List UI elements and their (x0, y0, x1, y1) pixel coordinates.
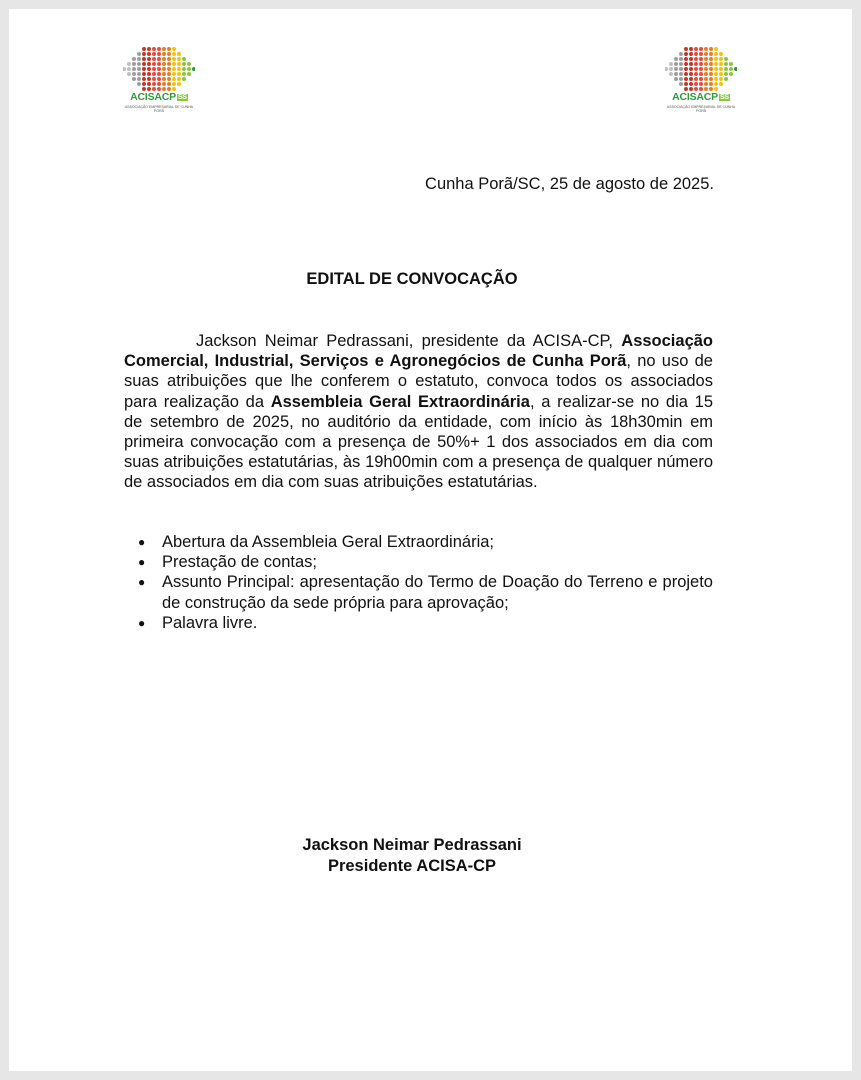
logo-dot (719, 62, 723, 66)
logo-dot (147, 47, 151, 51)
logo-dot (684, 52, 688, 56)
logo-dot (694, 52, 698, 56)
logo-dot (719, 57, 723, 61)
logo-dot (679, 67, 683, 71)
logo-dot (724, 57, 728, 61)
paragraph-text-2: , no uso de suas atribuições que lhe conferem o estatuto, convoca todos os associados para realização da (124, 352, 713, 411)
logo-dot (719, 72, 723, 76)
logo-dot (694, 82, 698, 86)
signature-block (9, 835, 815, 876)
logo-dot (142, 82, 146, 86)
logo-dot (137, 82, 141, 86)
logo-dot (729, 67, 733, 71)
logo-dot (729, 62, 733, 66)
logo-dot (709, 82, 713, 86)
logo-dot (162, 57, 166, 61)
logo-dot (684, 67, 688, 71)
logo-dot (729, 72, 733, 76)
logo-dot (694, 77, 698, 81)
logo-dot (689, 67, 693, 71)
logo-dot (684, 72, 688, 76)
association-name: Associação Comercial, Industrial, Serviços e Agronegócios de Cunha Porã (124, 332, 713, 371)
agenda-list (124, 532, 713, 633)
dot-diamond-icon (665, 47, 737, 91)
logo-dot (177, 72, 181, 76)
logo-dot (689, 52, 693, 56)
list-item: ● Palavra livre. (138, 613, 258, 632)
logo-dot (167, 62, 171, 66)
logo-dot (724, 62, 728, 66)
signatory-name: Jackson Neimar Pedrassani (302, 836, 522, 854)
logo-dot (123, 67, 126, 71)
logo-dot (172, 67, 176, 71)
logo-dot (147, 52, 151, 56)
logo-dot (137, 67, 141, 71)
logo-dot (669, 67, 673, 71)
logo-dot (674, 77, 678, 81)
logo-dot (132, 62, 136, 66)
logo-dot (157, 72, 161, 76)
logo-dot (719, 67, 723, 71)
logo-dot (132, 67, 136, 71)
logo-dot (127, 72, 131, 76)
logo-dot (152, 67, 156, 71)
logo-dot (679, 62, 683, 66)
logo-dot (674, 72, 678, 76)
logo-dot (689, 77, 693, 81)
bullet-icon: ● (138, 615, 146, 630)
bullet-icon: ● (138, 535, 146, 549)
logo-dot (162, 62, 166, 66)
logo-dot (137, 72, 141, 76)
logo-dot (172, 52, 176, 56)
logo-dot (699, 77, 703, 81)
logo-dot (167, 57, 171, 61)
logo-dot (704, 72, 708, 76)
logo-dot (684, 62, 688, 66)
logo-dot (162, 47, 166, 51)
logo-dot (699, 57, 703, 61)
logo-dot (709, 57, 713, 61)
logo-dot (172, 57, 176, 61)
logo-dot (704, 47, 708, 51)
logo-dot (167, 77, 171, 81)
logo-dot (157, 52, 161, 56)
acisacp-logo-left (123, 47, 195, 119)
logo-dot (714, 82, 718, 86)
logo-dot (142, 47, 146, 51)
logo-dot (187, 67, 191, 71)
logo-dot (172, 82, 176, 86)
logo-dot (704, 82, 708, 86)
logo-dot (182, 67, 186, 71)
logo-dot (709, 62, 713, 66)
logo-dot (182, 62, 186, 66)
acisacp-logo-right (665, 47, 737, 119)
paragraph-text-3: , a realizar-se no dia 15 de setembro de 2025, no auditório da entidade, com início às 18h30min em primeira convocação com a presença de 50%+ 1 dos associados em dia com suas atribuições estatutárias, às 19h00min com a presença de qualquer número de associados em dia com suas atribuições estatutárias. (124, 392, 713, 492)
signatory-role: Presidente ACISA-CP (327, 856, 497, 875)
logo-dot (132, 57, 136, 61)
logo-dot (147, 82, 151, 86)
logo-dot (167, 52, 171, 56)
logo-dot (704, 52, 708, 56)
logo-dot (182, 77, 186, 81)
logo-dot (167, 72, 171, 76)
logo-dot (734, 67, 737, 71)
logo-dot (689, 57, 693, 61)
logo-dot (724, 77, 728, 81)
logo-dot (694, 72, 698, 76)
list-item: ● Abertura da Assembleia Geral Extraordinária; (138, 533, 494, 551)
logo-dot (147, 67, 151, 71)
logo-dot (187, 72, 191, 76)
dot-diamond-icon (123, 47, 195, 91)
logo-dot (162, 52, 166, 56)
logo-dot (137, 77, 141, 81)
logo-dot (689, 72, 693, 76)
logo-dot (152, 72, 156, 76)
logo-dot (679, 77, 683, 81)
logo-dot (694, 67, 698, 71)
assembly-name: Assembleia Geral Extraordinária (270, 392, 530, 411)
logo-dot (689, 62, 693, 66)
logo-dot (724, 67, 728, 71)
logo-dot (127, 67, 131, 71)
logo-dot (709, 67, 713, 71)
logo-dot (142, 72, 146, 76)
logo-dot (152, 57, 156, 61)
logo-dot (709, 72, 713, 76)
logo-dot (177, 52, 181, 56)
logo-dot (684, 77, 688, 81)
logo-dot (714, 77, 718, 81)
logo-dot (679, 72, 683, 76)
logo-dot (162, 77, 166, 81)
logo-dot (709, 47, 713, 51)
logo-subtitle: ASSOCIAÇÃO EMPRESARIAL DE CUNHA PORÃ (124, 105, 194, 113)
logo-dot (719, 77, 723, 81)
logo-dot (167, 67, 171, 71)
logo-dot (724, 72, 728, 76)
logo-dot (699, 67, 703, 71)
list-item: ● Prestação de contas; (138, 553, 318, 572)
logo-dot (714, 67, 718, 71)
logo-dot (699, 52, 703, 56)
logo-dot (157, 47, 161, 51)
logo-dot (699, 82, 703, 86)
logo-dot (694, 57, 698, 61)
logo-dot (157, 67, 161, 71)
logo-subtitle: ASSOCIAÇÃO EMPRESARIAL DE CUNHA PORÃ (666, 105, 736, 113)
logo-dot (157, 57, 161, 61)
logo-dot (142, 77, 146, 81)
logo-dot (704, 62, 708, 66)
logo-dot (689, 82, 693, 86)
document-title: EDITAL DE CONVOCAÇÃO (306, 270, 518, 288)
logo-dot (714, 62, 718, 66)
logo-dot (679, 52, 683, 56)
logo-dot (709, 52, 713, 56)
logo-dot (714, 52, 718, 56)
logo-dot (679, 57, 683, 61)
logo-dot (694, 62, 698, 66)
logo-dot (719, 52, 723, 56)
convocation-paragraph (124, 331, 713, 493)
logo-dot (127, 62, 131, 66)
logo-dot (714, 57, 718, 61)
logo-dot (142, 52, 146, 56)
logo-dot (704, 67, 708, 71)
logo-dot (674, 67, 678, 71)
list-item: ● Assunto Principal: apresentação do Termo de Doação do Terreno e projeto de construção da sede própria para aprovação; (138, 573, 713, 612)
logo-dot (699, 72, 703, 76)
logo-dot (157, 62, 161, 66)
logo-dot (142, 62, 146, 66)
logo-dot (147, 62, 151, 66)
logo-dot (714, 47, 718, 51)
logo-dot (714, 72, 718, 76)
logo-dot (132, 72, 136, 76)
logo-dot (142, 67, 146, 71)
logo-dot (699, 47, 703, 51)
logo-dot (137, 57, 141, 61)
logo-dot (132, 77, 136, 81)
date-line: Cunha Porã/SC, 25 de agosto de 2025. (425, 175, 714, 193)
logo-dot (709, 77, 713, 81)
logo-dot (177, 67, 181, 71)
logo-dot (704, 57, 708, 61)
logo-dot (665, 67, 668, 71)
paragraph-text-1: Jackson Neimar Pedrassani, presidente da ACISA-CP, (196, 332, 622, 350)
bullet-icon: ● (138, 575, 146, 590)
logo-dot (167, 47, 171, 51)
logo-dot (137, 62, 141, 66)
logo-dot (674, 57, 678, 61)
logo-dot (157, 77, 161, 81)
logo-dot (152, 52, 156, 56)
logo-dot (182, 57, 186, 61)
logo-dot (684, 47, 688, 51)
logo-dot (177, 62, 181, 66)
logo-dot (142, 57, 146, 61)
logo-dot (719, 82, 723, 86)
bullet-icon: ● (138, 555, 146, 570)
logo-dot (699, 62, 703, 66)
logo-dot (157, 82, 161, 86)
logo-dot (177, 57, 181, 61)
logo-dot (669, 62, 673, 66)
logo-dot (147, 57, 151, 61)
logo-dot (152, 82, 156, 86)
document-page (9, 9, 852, 1071)
logo-dot (172, 77, 176, 81)
logo-dot (162, 67, 166, 71)
logo-dot (162, 82, 166, 86)
logo-dot (152, 47, 156, 51)
logo-wordmark: ACISACP SS (672, 91, 729, 103)
logo-dot (137, 52, 141, 56)
logo-dot (177, 77, 181, 81)
logo-dot (172, 72, 176, 76)
logo-dot (674, 62, 678, 66)
logo-dot (694, 47, 698, 51)
logo-dot (192, 67, 195, 71)
logo-dot (187, 62, 191, 66)
logo-dot (172, 62, 176, 66)
logo-dot (689, 47, 693, 51)
logo-dot (147, 77, 151, 81)
logo-dot (152, 62, 156, 66)
logo-dot (704, 77, 708, 81)
logo-dot (669, 72, 673, 76)
logo-dot (684, 82, 688, 86)
logo-dot (182, 72, 186, 76)
logo-dot (177, 82, 181, 86)
logo-dot (147, 72, 151, 76)
logo-dot (172, 47, 176, 51)
logo-dot (162, 72, 166, 76)
logo-dot (684, 57, 688, 61)
logo-wordmark: ACISACP SS (130, 91, 187, 103)
logo-dot (167, 82, 171, 86)
logo-dot (679, 82, 683, 86)
logo-dot (152, 77, 156, 81)
